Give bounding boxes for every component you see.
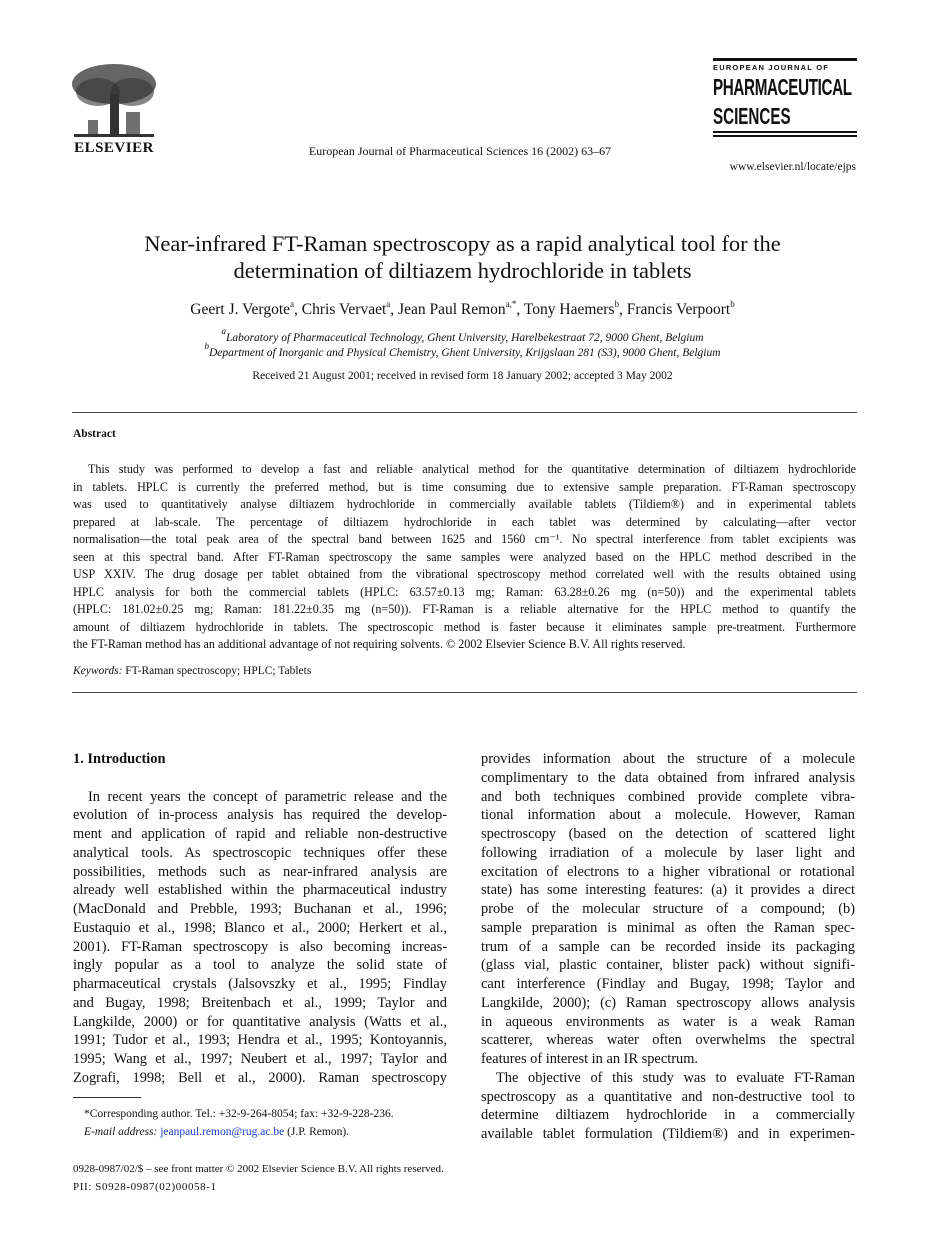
author-name: Chris Vervaet — [301, 301, 387, 318]
text-line: amount of diltiazem hydrochloride in tablets. The spectroscopic method is faster because it eliminates sample pre-treatment. Furthermore — [73, 619, 856, 634]
author-separator: , — [294, 301, 302, 318]
text-line: sample preparation is minimal as often the Raman spec- — [481, 919, 855, 936]
text-line: normalisation—the total peak area of the spectral band between 1625 and 1560 cm⁻¹. No spectral interference from tablet excipients was — [73, 532, 856, 546]
divider — [72, 692, 857, 693]
text-line: determine diltiazem hydrochloride in a commercially — [481, 1107, 855, 1124]
text-line: 2001). FT-Raman spectroscopy is also becoming increas- — [73, 938, 447, 955]
text-line: (MacDonald and Prebble, 1993; Buchanan et al., 1996; — [73, 901, 447, 917]
author-affiliation-mark: a,* — [505, 299, 517, 309]
text-line: complimentary to the data obtained from infrared analysis — [481, 769, 855, 786]
text-line: (HPLC: 181.02±0.25 mg; Raman: 181.22±0.35 mg (n=50)). FT-Raman is a reliable alternative for the HPLC method to quantify the — [73, 602, 856, 616]
abstract-heading: Abstract — [73, 428, 116, 440]
author-affiliation-mark: a — [290, 299, 295, 309]
text-line: ingly popular as a tool to analyze the solid state of — [73, 957, 447, 974]
text-line: possibilities, methods such as near-infrared analysis are — [73, 863, 447, 880]
author-name: Francis Verpoort — [626, 301, 731, 318]
text-line: Langkilde, 2000) or for quantitative analysis (Watts et al., — [73, 1013, 447, 1030]
text-line: evolution of in-process analysis has required the develop- — [73, 807, 447, 824]
text-line: state) has some interesting features: (a) it provides a direct — [481, 882, 855, 899]
text-line: seen at this spectral band. After FT-Raman spectroscopy the same samples were analyzed based on the HPLC method described in the — [73, 549, 856, 564]
text-line: features of interest in an IR spectrum. — [481, 1051, 698, 1067]
text-line: This study was performed to develop a fast and reliable analytical method for the quantitative determination of diltiazem hydrochloride — [88, 462, 856, 476]
publisher-name: ELSEVIER — [74, 140, 154, 156]
journal-logo-line: EUROPEAN JOURNAL OF — [713, 63, 830, 72]
affiliation-mark: a — [221, 326, 226, 336]
author-list — [60, 301, 865, 319]
title-line: Near-infrared FT-Raman spectroscopy as a rapid analytical tool for the — [144, 231, 781, 256]
footnote-corresponding: *Corresponding author. Tel.: +32-9-264-8054; fax: +32-9-228-236. — [84, 1108, 394, 1120]
footnote-divider — [73, 1097, 141, 1098]
text-line: and both techniques combined provide complete vibra- — [481, 788, 855, 805]
section-heading: 1. Introduction — [73, 751, 166, 767]
journal-logo-line: PHARMACEUTICAL — [713, 74, 852, 100]
text-line: following irradiation of a molecule by laser light and — [481, 844, 855, 861]
author-separator: , — [619, 301, 627, 318]
journal-citation: European Journal of Pharmaceutical Sciences 16 (2002) 63–67 — [308, 144, 612, 158]
text-line: HPLC analysis for both the commercial tablets (HPLC: 63.57±0.13 mg; Raman: 63.28±0.26 mg (n=50)) and the experimental tablets — [73, 584, 856, 599]
author-affiliation-mark: b — [730, 299, 735, 309]
text-line: (glass vial, plastic container, blister pack) without signifi- — [481, 957, 855, 974]
left-column — [73, 750, 447, 1088]
text-line: was used to quantitatively analyse diltiazem hydrochloride in commercially available tablets (Tildiem®) and in experimental tablets — [73, 497, 856, 511]
author-separator: , — [390, 301, 399, 318]
abstract-body — [73, 461, 856, 654]
keywords — [73, 665, 311, 677]
text-line: prepared at lab-scale. The percentage of diltiazem hydrochloride in each tablet was determined by calculating—after vector — [73, 514, 856, 529]
email-label: E-mail address: — [84, 1126, 158, 1138]
text-line: available tablet formulation (Tildiem®) and in experimen- — [481, 1126, 855, 1142]
text-line: scatterer, whereas water often overwhelms the spectral — [481, 1032, 855, 1049]
author-name: Jean Paul Remon — [398, 301, 506, 318]
journal-logo-line: SCIENCES — [713, 103, 791, 129]
text-line: Eustaquio et al., 1998; Blanco et al., 2000; Herkert et al., — [73, 919, 447, 936]
text-line: ment and application of rapid and reliable non-destructive — [73, 826, 447, 842]
journal-logo — [713, 58, 857, 158]
text-line: spectroscopy as a quantitative and non-destructive tool to — [481, 1088, 855, 1105]
affiliation-a — [60, 326, 865, 344]
text-line: In recent years the concept of parametric release and the — [88, 788, 447, 805]
text-line: analytical tools. As spectroscopic techniques offer these — [73, 844, 447, 861]
author-name: Geert J. Vergote — [190, 301, 291, 318]
text-line: The objective of this study was to evaluate FT-Raman — [496, 1069, 855, 1086]
text-line: already well established within the pharmaceutical industry — [73, 882, 447, 899]
footnote-email — [73, 1126, 349, 1138]
paper-title — [60, 230, 865, 284]
journal-url[interactable]: www.elsevier.nl/locate/ejps — [729, 161, 856, 173]
footer-copyright: 0928-0987/02/$ – see front matter © 2002 Elsevier Science B.V. All rights reserved. — [73, 1163, 444, 1175]
title-line: determination of diltiazem hydrochloride in tablets — [233, 258, 692, 283]
text-line: the FT-Raman method has an additional advantage of not requiring solvents. © 2002 Elsevier Science B.V. All rights reserved. — [73, 637, 686, 651]
text-line: in tablets. HPLC is currently the preferred method, but is time consuming due to extensive sample preparation. FT-Raman spectroscopy — [73, 479, 856, 494]
left-column-body — [73, 788, 447, 1088]
divider — [72, 412, 857, 413]
text-line: probe of the molecular structure of a compound; (b) — [481, 901, 855, 917]
text-line: cant interference (Findlay and Bugay, 1998; Taylor and — [481, 976, 855, 992]
text-line: and Bugay, 1998; Breitenbach et al., 1999; Taylor and — [73, 994, 447, 1011]
text-line: Zografi, 1998; Bell et al., 2000). Raman spectroscopy — [73, 1069, 447, 1086]
text-line: excitation of electrons to a higher vibrational or rotational — [481, 863, 855, 880]
text-line: Langkilde, 2000); (c) Raman spectroscopy allows analysis — [481, 994, 855, 1011]
keywords-label: Keywords: — [73, 665, 123, 677]
text-line: 1991; Tudor et al., 1993; Hendra et al., 1995; Kontoyannis, — [73, 1032, 447, 1049]
text-line: 1995; Wang et al., 1997; Neubert et al., 1997; Taylor and — [73, 1051, 447, 1067]
affiliation-text: Laboratory of Pharmaceutical Technology, Ghent University, Harelbekestraat 72, 9000 Ghent, Belgium — [225, 332, 704, 344]
text-line: tional information about a molecule. However, Raman — [481, 807, 855, 824]
right-column-body — [481, 750, 855, 1144]
text-line: trum of a sample can be recorded inside its packaging — [481, 938, 855, 955]
affiliation-b — [60, 341, 865, 359]
keywords-text: FT-Raman spectroscopy; HPLC; Tablets — [125, 665, 312, 677]
affiliation-text: Department of Inorganic and Physical Chemistry, Ghent University, Krijgslaan 281 (S3), 9000 Ghent, Belgium — [208, 347, 721, 359]
text-line: USP XXIV. The drug dosage per tablet obtained from the vibrational spectroscopy method correlated well with the results obtained using — [73, 567, 856, 581]
author-name: Tony Haemers — [523, 301, 615, 318]
footer-pii: PII: S0928-0987(02)00058-1 — [73, 1181, 217, 1193]
text-line: provides information about the structure of a molecule — [481, 751, 855, 767]
text-line: in aqueous environments as water is a weak Raman — [481, 1013, 855, 1030]
received-dates: Received 21 August 2001; received in revised form 18 January 2002; accepted 3 May 2002 — [252, 370, 673, 382]
author-affiliation-mark: b — [614, 299, 619, 309]
email-suffix: (J.P. Remon). — [287, 1126, 350, 1138]
right-column — [481, 750, 855, 1144]
text-line: pharmaceutical crystals (Jalsovszky et al., 1995; Findlay — [73, 976, 447, 992]
text-line: spectroscopy (based on the detection of scattered light — [481, 826, 855, 842]
author-separator: , — [516, 301, 524, 318]
email-link[interactable]: jeanpaul.remon@rug.ac.be — [160, 1126, 285, 1138]
author-affiliation-mark: a — [386, 299, 391, 309]
affiliation-mark: b — [204, 341, 209, 351]
